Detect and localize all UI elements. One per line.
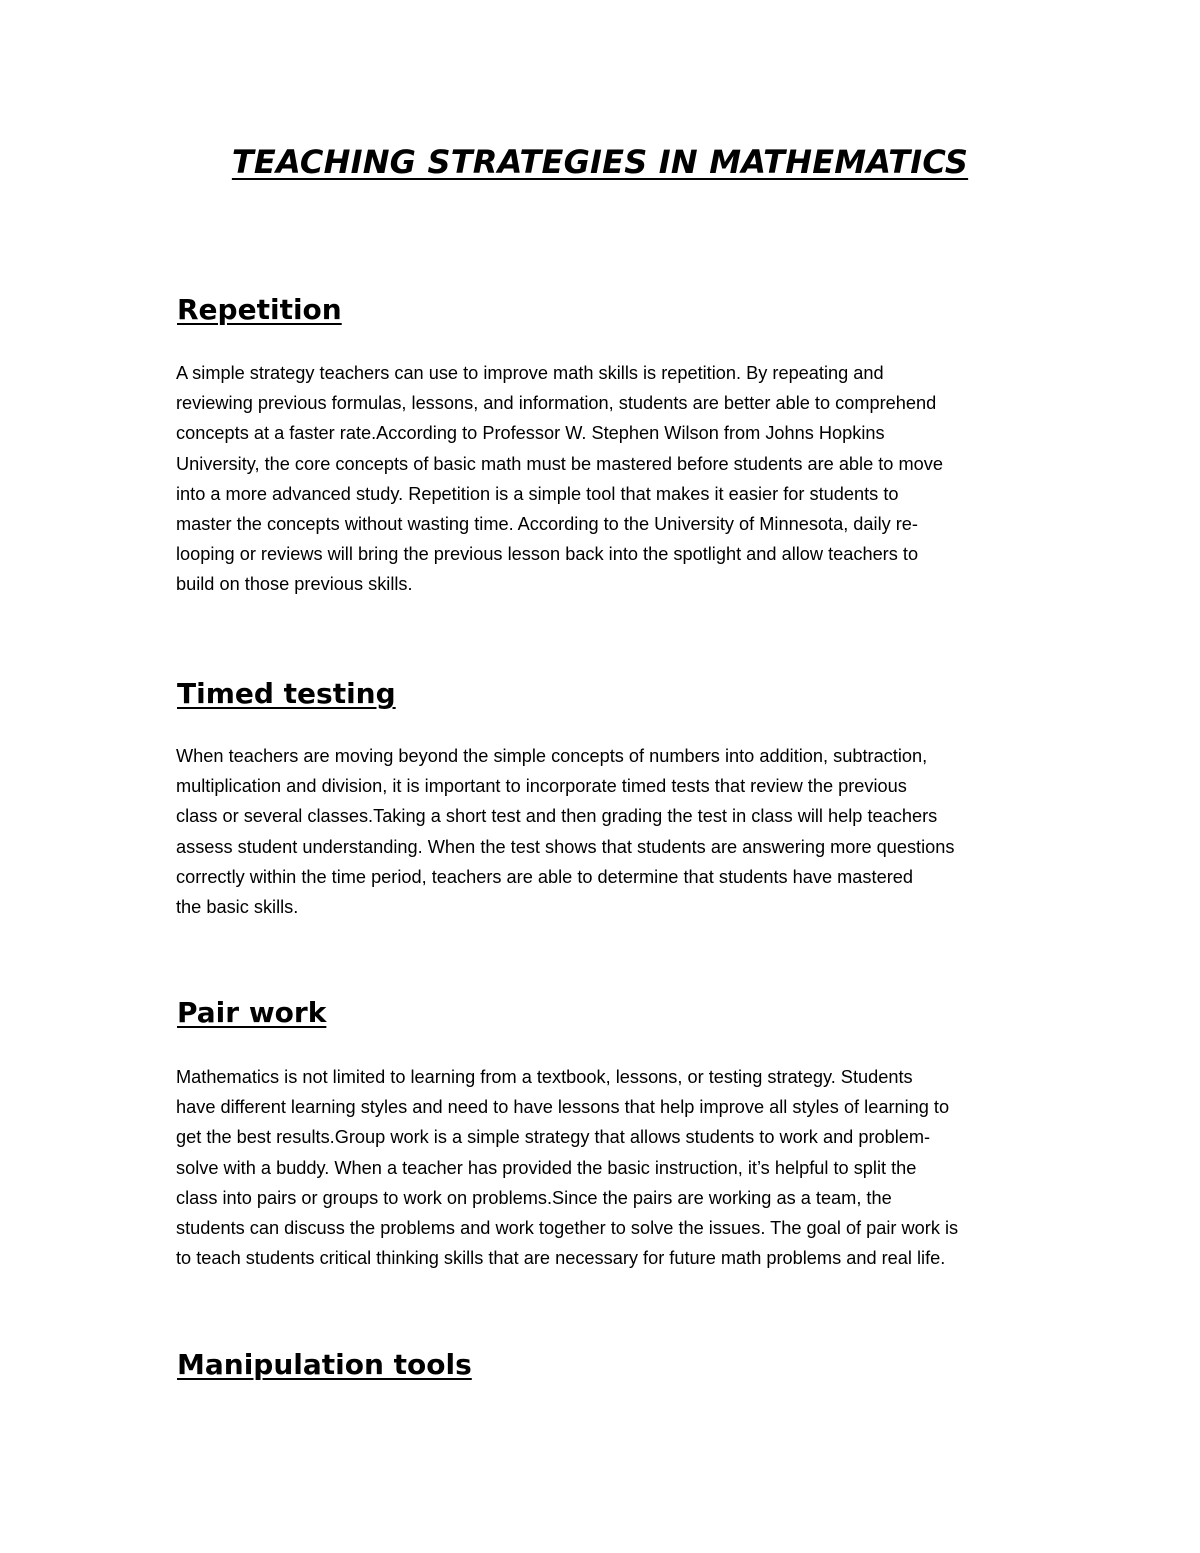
paragraph-line: University, the core concepts of basic math must be mastered before students are able to move	[176, 453, 943, 474]
paragraph-line: class into pairs or groups to work on problems.Since the pairs are working as a team, the	[176, 1187, 892, 1208]
paragraph-line: students can discuss the problems and work together to solve the issues. The goal of pair work is	[176, 1218, 959, 1239]
paragraph-line: assess student understanding. When the test shows that students are answering more questions	[176, 836, 955, 857]
section-heading-manipulation-tools: Manipulation tools	[177, 1348, 472, 1381]
section-heading-repetition: Repetition	[177, 293, 342, 326]
paragraph-line: A simple strategy teachers can use to improve math skills is repetition. By repeating and	[176, 363, 884, 383]
paragraph-line: have different learning styles and need to have lessons that help improve all styles of learning to	[176, 1097, 950, 1118]
paragraph-line: reviewing previous formulas, lessons, and information, students are better able to comprehend	[176, 393, 937, 414]
paragraph-line: class or several classes.Taking a short test and then grading the test in class will help teachers	[176, 806, 938, 827]
section-body-timed-testing	[176, 741, 1036, 922]
paragraph-line: multiplication and division, it is important to incorporate timed tests that review the previous	[176, 776, 907, 797]
paragraph-line: get the best results.Group work is a simple strategy that allows students to work and problem-	[176, 1127, 931, 1148]
section-heading-timed-testing: Timed testing	[177, 677, 396, 710]
paragraph-line: concepts at a faster rate.According to Professor W. Stephen Wilson from Johns Hopkins	[176, 423, 885, 444]
paragraph-line: to teach students critical thinking skills that are necessary for future math problems and real life.	[176, 1248, 946, 1269]
paragraph-line: When teachers are moving beyond the simple concepts of numbers into addition, subtraction,	[176, 746, 928, 766]
paragraph-line: looping or reviews will bring the previous lesson back into the spotlight and allow teachers to	[176, 544, 919, 565]
document-title: TEACHING STRATEGIES IN MATHEMATICS	[231, 143, 969, 181]
paragraph-line: Mathematics is not limited to learning from a textbook, lessons, or testing strategy. Students	[176, 1067, 913, 1087]
paragraph-line: the basic skills.	[176, 897, 299, 918]
paragraph-line: build on those previous skills.	[176, 574, 413, 595]
paragraph-line: into a more advanced study. Repetition is a simple tool that makes it easier for students to	[176, 483, 899, 504]
paragraph-line: master the concepts without wasting time. According to the University of Minnesota, daily re-	[176, 514, 918, 535]
section-heading-pair-work: Pair work	[177, 996, 327, 1029]
section-body-pair-work	[176, 1062, 1036, 1273]
section-body-repetition	[176, 358, 1036, 600]
paragraph-line: solve with a buddy. When a teacher has provided the basic instruction, it’s helpful to split the	[176, 1157, 917, 1178]
paragraph-line: correctly within the time period, teachers are able to determine that students have mastered	[176, 866, 913, 887]
